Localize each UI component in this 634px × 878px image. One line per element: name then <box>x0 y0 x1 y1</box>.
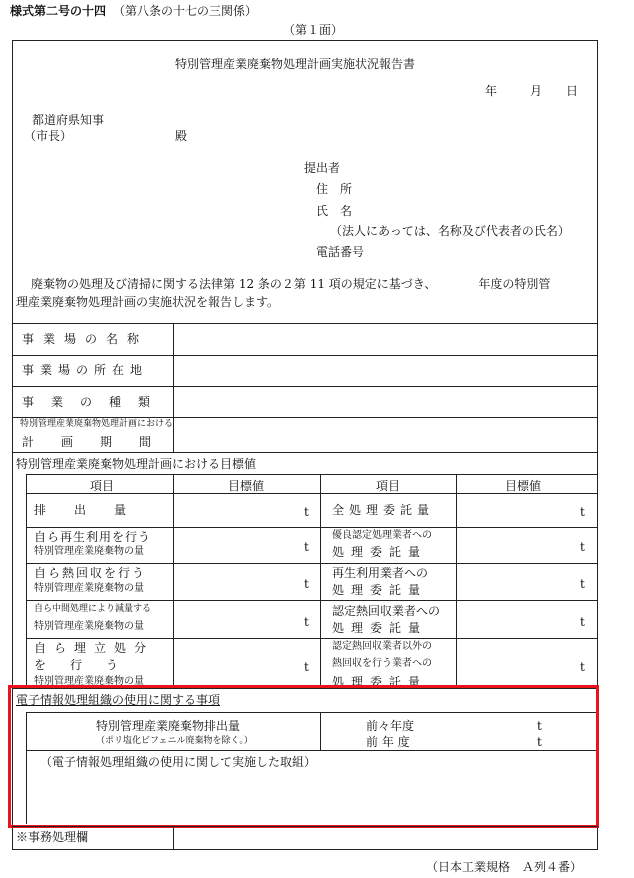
addressee-governor: 都道府県知事 <box>32 113 105 127</box>
target-row-4-left-line2: 特別管理産業廃棄物の量 <box>34 621 144 632</box>
target-row-2-left-unit: t <box>304 540 309 554</box>
prev2-year-label: 前々年度 <box>366 719 415 733</box>
target-row-5-right-unit: t <box>580 660 585 674</box>
addressee-honorific: 殿 <box>175 129 188 143</box>
target-row-3-left-line1: 自ら熱回収を行う <box>34 566 147 580</box>
submitter-name-label: 氏 名 <box>316 204 353 218</box>
targets-col-item-right: 項目 <box>376 479 401 493</box>
submitter-address-label: 住 所 <box>316 182 353 196</box>
page-label: （第１面） <box>283 23 344 37</box>
targets-col-target-right: 目標値 <box>505 479 542 493</box>
target-row-2-left-line1: 自ら再生利用を行う <box>34 530 152 544</box>
target-row-4-left-unit: t <box>304 615 309 629</box>
report-title: 特別管理産業廃棄物処理計画実施状況報告書 <box>175 57 416 71</box>
targets-col-item-left: 項目 <box>90 479 115 493</box>
target-row-1-right-unit: t <box>580 505 585 519</box>
prev1-year-unit: t <box>537 735 542 749</box>
prev1-year-label: 前 年 度 <box>366 735 410 749</box>
target-row-2-right-line2: 処理委託量 <box>332 545 428 559</box>
target-row-4-right-line1: 認定熱回収業者への <box>332 604 441 618</box>
form-number: 様式第二号の十四 <box>10 4 107 18</box>
electronic-section-title: 電子情報処理組織の使用に関する事項 <box>16 693 221 707</box>
statement-line-2: 理産業廃棄物処理計画の実施状況を報告します。 <box>16 295 280 309</box>
target-row-3-left-unit: t <box>304 577 309 591</box>
target-row-1-left: 排出量 <box>34 503 155 517</box>
target-row-5-right-line3: 処理委託量 <box>332 675 428 688</box>
target-row-4-right-line2: 処理委託量 <box>332 621 428 635</box>
target-row-2-right-line1: 優良認定処理業者への <box>332 530 432 541</box>
date-day-label: 日 <box>566 84 579 98</box>
target-row-3-left-line2: 特別管理産業廃棄物の量 <box>34 583 144 594</box>
date-month-label: 月 <box>530 84 543 98</box>
submitter-label: 提出者 <box>304 161 341 175</box>
date-year-label: 年 <box>485 84 498 98</box>
footer-standard: （日本工業規格 Ａ列４番） <box>426 860 583 874</box>
target-row-3-right-line1: 再生利用業者への <box>332 566 429 580</box>
target-row-2-left-line2: 特別管理産業廃棄物の量 <box>34 546 144 557</box>
business-type-label: 事業の種類 <box>22 395 168 409</box>
target-row-5-right-line2: 熱回収を行う業者への <box>332 658 432 669</box>
office-name-label: 事業場の名称 <box>22 332 149 346</box>
targets-section-title: 特別管理産業廃棄物処理計画における目標値 <box>16 457 257 471</box>
efforts-label: （電子情報処理組織の使用に関して実施した取組） <box>40 755 317 769</box>
target-row-1-right: 全処理委託量 <box>332 503 435 517</box>
highlight-box <box>8 685 599 828</box>
submitter-phone-label: 電話番号 <box>316 245 365 259</box>
target-row-5-left-unit: t <box>304 660 309 674</box>
target-row-3-right-unit: t <box>580 577 585 591</box>
office-address-label: 事業場の所在地 <box>22 363 149 377</box>
target-row-2-right-unit: t <box>580 540 585 554</box>
submitter-corp-note: （法人にあっては、名称及び代表者の氏名） <box>330 224 570 238</box>
form-reference: （第八条の十七の三関係） <box>113 4 258 18</box>
plan-period-label: 計画期間 <box>22 435 179 449</box>
emission-note: （ポリ塩化ビフェニル廃棄物を除く。） <box>96 736 253 746</box>
targets-col-target-left: 目標値 <box>228 479 265 493</box>
target-row-5-left-line1: 自ら埋立処分 <box>34 641 155 655</box>
target-row-4-right-unit: t <box>580 615 585 629</box>
prev2-year-unit: t <box>537 719 542 733</box>
target-row-5-left-line3: 特別管理産業廃棄物の量 <box>34 676 144 687</box>
plan-period-small-label: 特別管理産業廃棄物処理計画における <box>20 419 174 429</box>
target-row-1-left-unit: t <box>304 505 309 519</box>
target-row-4-left-line1: 自ら中間処理により減量する <box>34 604 152 614</box>
addressee-mayor: （市長） <box>24 129 73 143</box>
emission-label: 特別管理産業廃棄物排出量 <box>96 719 241 733</box>
office-use-label: ※事務処理欄 <box>16 830 89 844</box>
statement-line-1: 廃棄物の処理及び清掃に関する法律第 12 条の２第 11 項の規定に基づき、 年度の特別管 <box>31 277 551 291</box>
target-row-3-right-line2: 処理委託量 <box>332 583 428 597</box>
target-row-5-right-line1: 認定熱回収業者以外の <box>332 641 432 652</box>
target-row-5-left-line2: を 行 う <box>34 658 119 672</box>
